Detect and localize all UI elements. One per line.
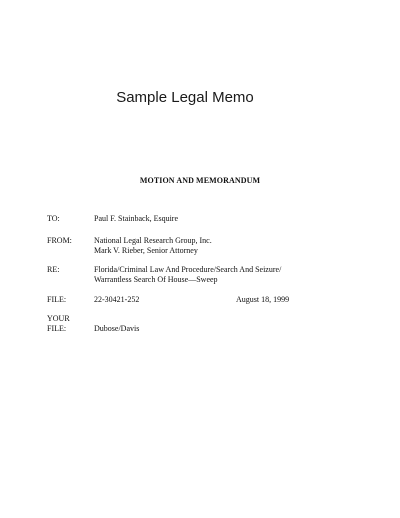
memo-heading: MOTION AND MEMORANDUM — [139, 176, 261, 185]
from-label: FROM: — [47, 236, 72, 245]
re-line: Florida/Criminal Law And Procedure/Search And Seizure/ — [94, 265, 282, 274]
file-value: 22-30421-252 — [94, 295, 140, 304]
your-file-label-line: YOUR — [47, 314, 70, 323]
re-line: Warrantless Search Of House—Sweep — [94, 275, 218, 284]
to-value: Paul F. Stainback, Esquire — [94, 214, 179, 223]
file-label: FILE: — [47, 295, 67, 304]
page-title: Sample Legal Memo — [116, 89, 254, 106]
memo-date: August 18, 1999 — [236, 295, 290, 304]
re-value — [94, 265, 281, 285]
from-value — [94, 236, 212, 256]
from-line: Mark V. Rieber, Senior Attorney — [94, 246, 198, 255]
your-file-label-line: FILE: — [47, 324, 67, 333]
your-file-label — [47, 314, 70, 334]
to-label: TO: — [47, 214, 60, 223]
from-line: National Legal Research Group, Inc. — [94, 236, 212, 245]
re-label: RE: — [47, 265, 60, 274]
your-file-value: Dubose/Davis — [94, 324, 140, 333]
